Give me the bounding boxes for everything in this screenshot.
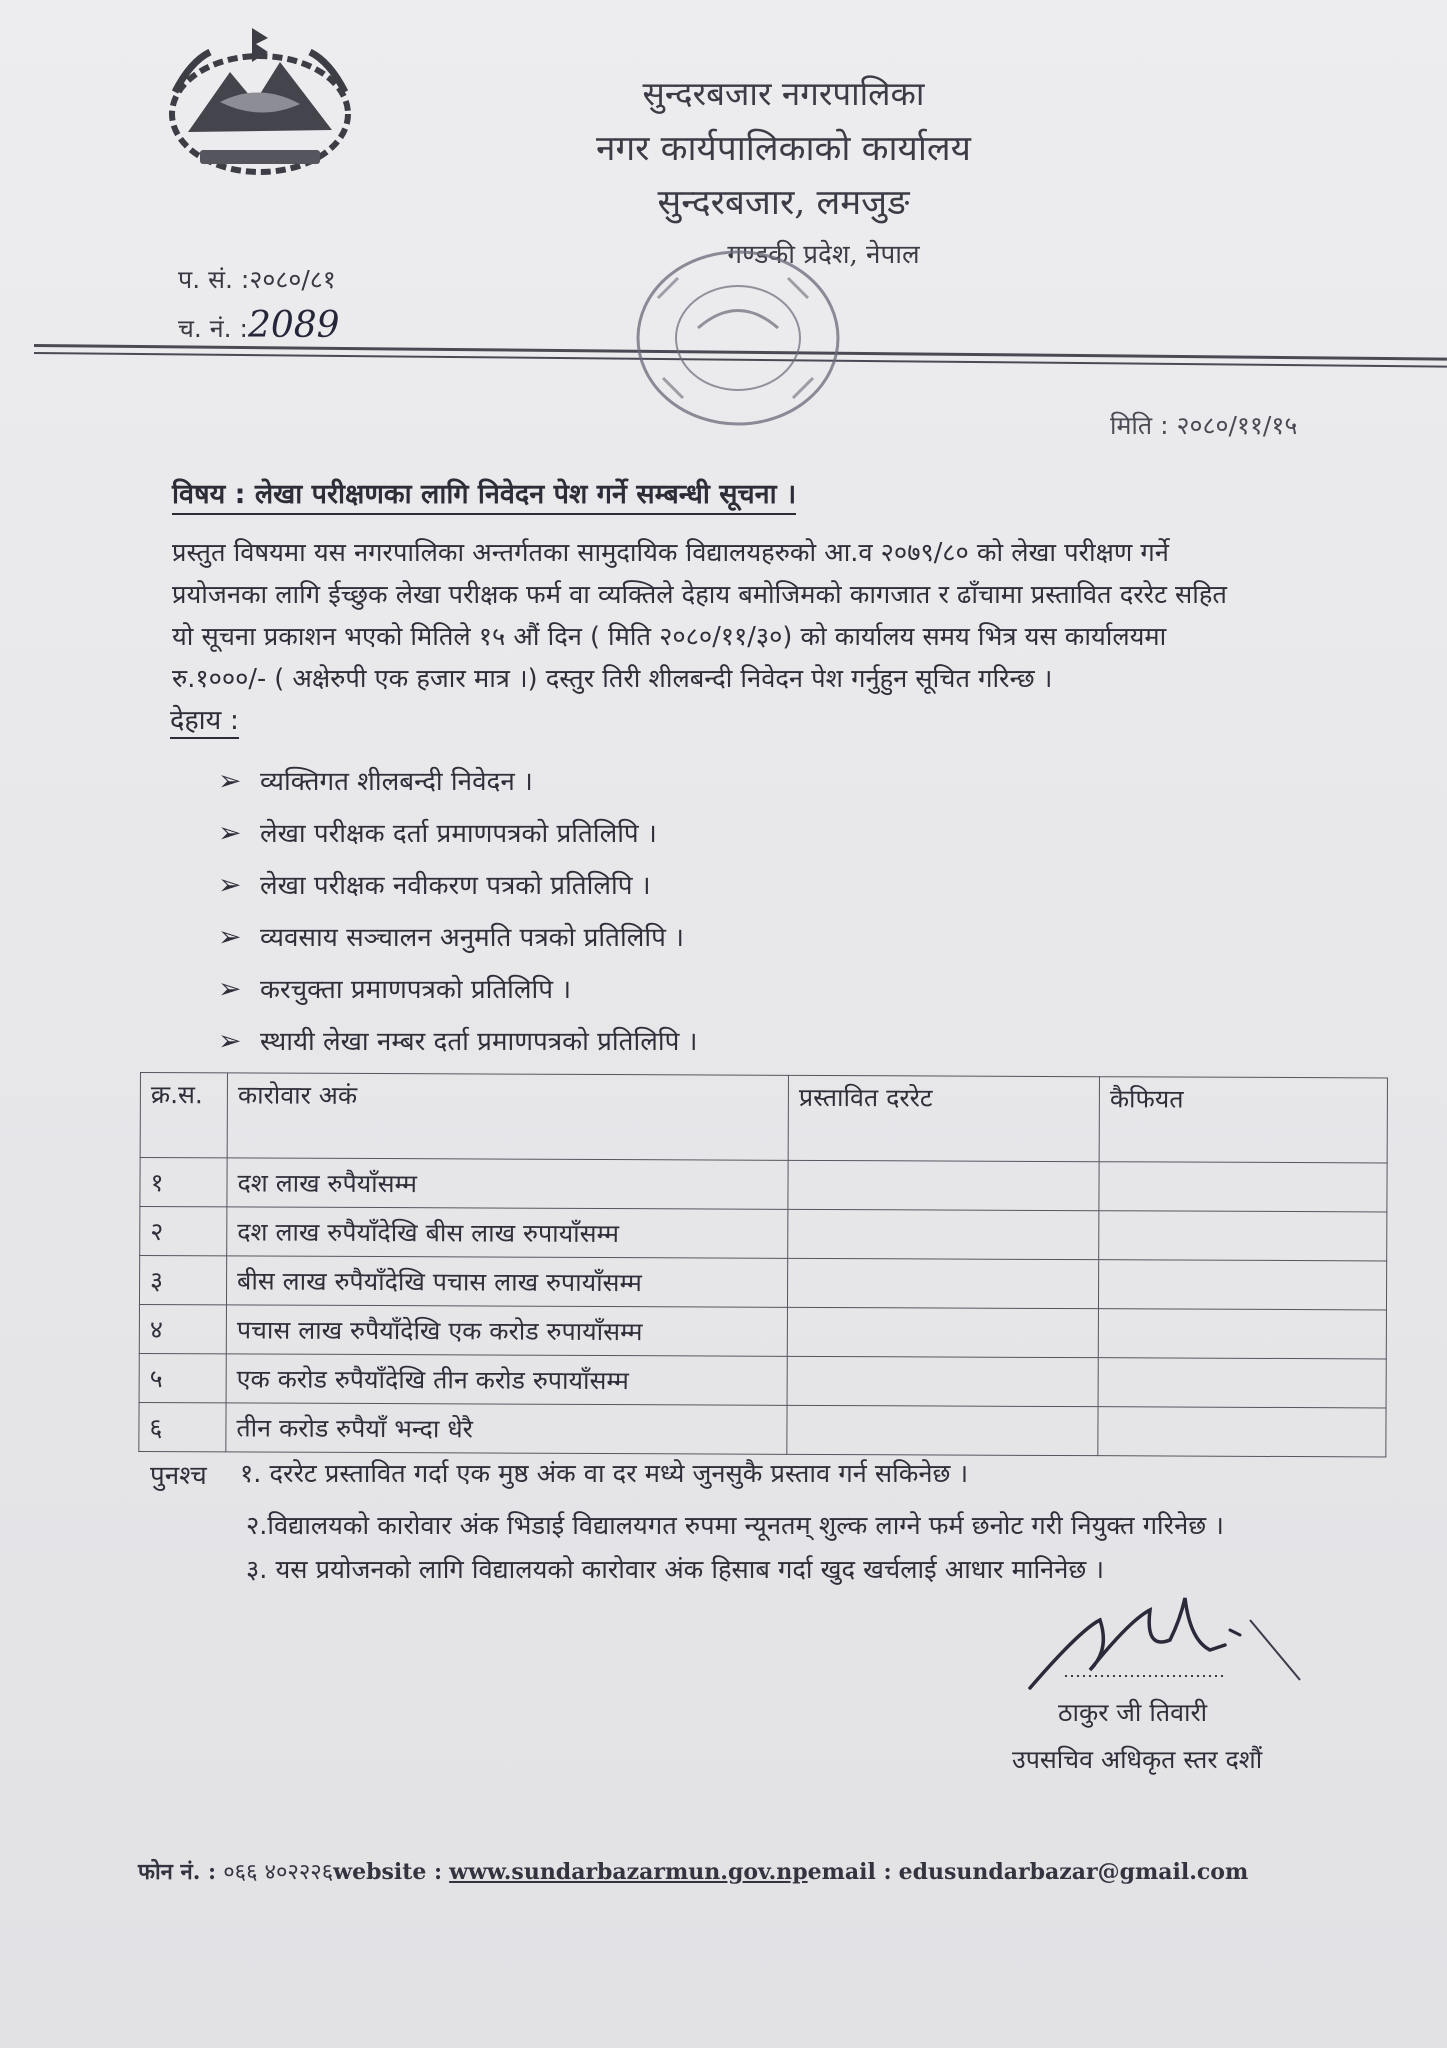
requirement-item (218, 762, 1118, 798)
requirement-item (218, 1022, 1118, 1058)
body-line: प्रयोजनका लागि ईच्छुक लेखा परीक्षक फर्म वा व्यक्तिले देहाय बमोजिमको कागजात र ढाँचामा प्रस्तावित दररेट सहित (172, 580, 1227, 610)
letter-number-label: प. सं. : (178, 265, 250, 294)
email-label: email : (807, 1859, 892, 1885)
body-line: यो सूचना प्रकाशन भएको मितिले १५ औं दिन ( मिति २०८०/११/३०) को कार्यालय समय भित्र यस कार्यालयमा (172, 622, 1167, 652)
cell-proposed-rate[interactable] (787, 1356, 1098, 1406)
cell-proposed-rate[interactable] (787, 1258, 1098, 1308)
requirement-text: व्यवसाय सञ्चालन अनुमति पत्रको प्रतिलिपि । (260, 923, 684, 953)
cell-proposed-rate[interactable] (788, 1160, 1099, 1210)
province-name: गण्डकी प्रदेश, नेपाल (727, 240, 920, 270)
letter-number-value: २०८०/८१ (249, 265, 336, 294)
notice-date: मिति : २०८०/११/१५ (1110, 411, 1298, 440)
cell-remarks[interactable] (1099, 1211, 1387, 1261)
table-row (140, 1207, 1387, 1261)
body-line: रु.१०००/- ( अक्षेरुपी एक हजार मात्र ।) दस्तुर तिरी शीलबन्दी निवेदन पेश गर्नुहुन सूचित गरिन्छ । (172, 664, 1053, 694)
table-row (139, 1305, 1386, 1359)
arrow-bullet-icon: ➢ (218, 764, 242, 797)
requirement-text: लेखा परीक्षक दर्ता प्रमाणपत्रको प्रतिलिपि । (260, 819, 657, 849)
note-item: १. दररेट प्रस्तावित गर्दा एक मुष्ठ अंक वा दर मध्ये जुनसुकै प्रस्ताव गर्न सकिनेछ । (240, 1459, 969, 1489)
cell-serial: ४ (139, 1305, 226, 1354)
cell-serial: ३ (139, 1256, 226, 1305)
dispatch-number-label: च. नं. : (178, 314, 248, 343)
table-header-row (140, 1073, 1387, 1163)
cell-turnover: दश लाख रुपैयाँसम्म (227, 1158, 788, 1209)
signatory-title: उपसचिव अधिकृत स्तर दशौं (1012, 1745, 1263, 1774)
phone-number: ०६६ ४०२२२६ (223, 1860, 334, 1885)
col-proposed-rate: प्रस्तावित दररेट (788, 1075, 1099, 1161)
phone-label: फोन नं. : (138, 1859, 217, 1885)
note-item: २.विद्यालयको कारोवार अंक भिडाई विद्यालयगत रुपमा न्यूनतम् शुल्क लाग्ने फर्म छनोट गरी नियुक्त गरिनेछ । (246, 1511, 1224, 1541)
cell-serial: १ (140, 1158, 227, 1207)
requirement-item (218, 814, 1118, 850)
cell-proposed-rate[interactable] (788, 1209, 1099, 1259)
requirements-heading: देहाय : (170, 700, 239, 739)
office-seal-stamp-icon (618, 238, 868, 448)
notice-body (172, 532, 1377, 700)
cell-proposed-rate[interactable] (787, 1307, 1098, 1357)
table-row (139, 1402, 1386, 1456)
signatory-name: ठाकुर जी तिवारी (1058, 1698, 1208, 1727)
col-turnover: कारोवार अकं (227, 1073, 788, 1160)
email-address[interactable]: edusundarbazar@gmail.com (898, 1859, 1249, 1885)
footer-contact (138, 1856, 1248, 1886)
body-line: प्रस्तुत विषयमा यस नगरपालिका अन्तर्गतका सामुदायिक विद्यालयहरुको आ.व २०७९/८० को लेखा परीक्षण गर्ने (172, 538, 1169, 568)
cell-turnover: तीन करोड रुपैयाँ भन्दा धेरै (226, 1403, 787, 1454)
cell-turnover: बीस लाख रुपैयाँदेखि पचास लाख रुपायाँसम्म (226, 1256, 787, 1307)
office-name: नगर कार्यपालिकाको कार्यालय (596, 129, 971, 169)
table-row (139, 1256, 1386, 1310)
rate-table (138, 1072, 1388, 1457)
cell-serial: ५ (139, 1353, 226, 1402)
cell-serial: २ (140, 1207, 227, 1256)
cell-remarks[interactable] (1098, 1260, 1386, 1310)
col-serial: क्र.स. (140, 1073, 227, 1158)
arrow-bullet-icon: ➢ (218, 868, 242, 901)
cell-remarks[interactable] (1099, 1162, 1387, 1212)
municipality-name: सुन्दरबजार नगरपालिका (642, 74, 925, 113)
notes-label: पुनश्च (150, 1461, 207, 1491)
arrow-bullet-icon: ➢ (218, 972, 242, 1005)
website-link[interactable]: www.sundarbazarmun.gov.np (449, 1859, 808, 1885)
office-location: सुन्दरबजार, लमजुङ (657, 183, 910, 223)
cell-serial: ६ (139, 1402, 226, 1451)
cell-remarks[interactable] (1098, 1407, 1386, 1457)
cell-proposed-rate[interactable] (787, 1405, 1098, 1455)
cell-remarks[interactable] (1098, 1358, 1386, 1408)
requirement-text: करचुक्ता प्रमाणपत्रको प्रतिलिपि । (260, 975, 572, 1005)
arrow-bullet-icon: ➢ (218, 1024, 242, 1057)
cell-turnover: पचास लाख रुपैयाँदेखि एक करोड रुपायाँसम्म (226, 1305, 787, 1356)
arrow-bullet-icon: ➢ (218, 816, 242, 849)
table-row (139, 1353, 1386, 1407)
cell-turnover: एक करोड रुपैयाँदेखि तीन करोड रुपायाँसम्म (226, 1354, 787, 1405)
note-item: ३. यस प्रयोजनको लागि विद्यालयको कारोवार अंक हिसाब गर्दा खुद खर्चलाई आधार मानिनेछ । (246, 1555, 1105, 1585)
dispatch-number (178, 305, 340, 346)
requirement-text: व्यक्तिगत शीलबन्दी निवेदन । (260, 767, 533, 797)
dispatch-number-value: 2089 (247, 305, 340, 346)
requirement-item (218, 970, 1118, 1006)
requirement-item (218, 918, 1118, 954)
signature-icon (1020, 1590, 1330, 1700)
table-row (140, 1158, 1387, 1212)
notice-subject: विषय : लेखा परीक्षणका लागि निवेदन पेश गर्ने सम्बन्धी सूचना । (172, 474, 796, 515)
requirement-text: स्थायी लेखा नम्बर दर्ता प्रमाणपत्रको प्रतिलिपि । (260, 1027, 698, 1057)
col-remarks: कैफियत (1099, 1077, 1387, 1163)
requirement-item (218, 866, 1118, 902)
website-label: website : (333, 1859, 443, 1885)
cell-remarks[interactable] (1098, 1309, 1386, 1359)
cell-turnover: दश लाख रुपैयाँदेखि बीस लाख रुपायाँसम्म (227, 1207, 788, 1258)
requirement-text: लेखा परीक्षक नवीकरण पत्रको प्रतिलिपि । (260, 871, 651, 901)
arrow-bullet-icon: ➢ (218, 920, 242, 953)
letter-number (178, 262, 336, 296)
